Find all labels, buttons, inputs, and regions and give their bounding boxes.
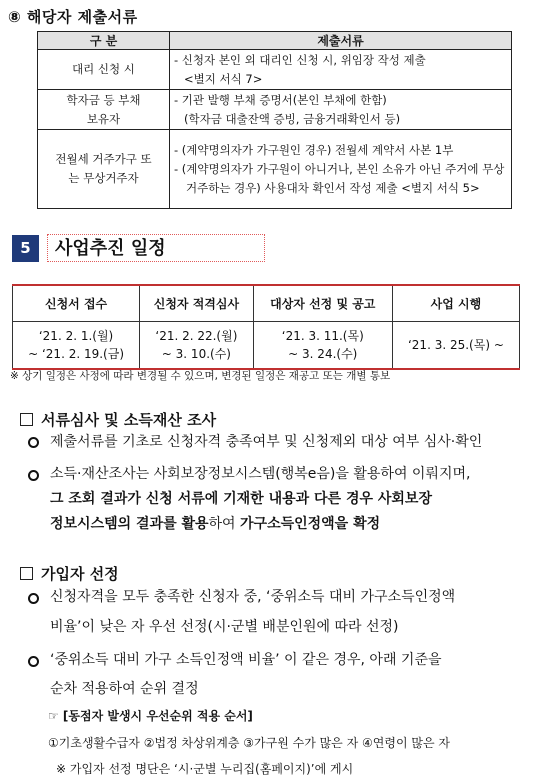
table-row [38,90,512,130]
footnote: ※ 가입자 선정 명단은 ‘시·군별 누리집(홈페이지)’에 게시 [56,762,354,776]
row-documents [170,50,512,90]
priority-heading: ☞ [동점자 발생시 우선순위 적용 순서] [48,709,253,723]
plain-text: 하여 [208,516,241,532]
section-5-title: 사업추진 일정 [47,234,265,262]
row-category-text: 전월세 거주가구 또는 무상거주자 [55,152,152,185]
circle-bullet-icon [28,437,39,448]
row-category [38,130,170,209]
review-item-1: 제출서류를 기초로 신청자격 충족여부 및 신청제외 대상 여부 심사·확인 [50,434,483,450]
table-row [38,130,512,209]
review-item-2-line1: 소득·재산조사는 사회보장정보시스템(행복e음)을 활용하여 이뤄지며, [50,466,471,482]
schedule-date: ‘21. 2. 22.(월) [155,329,238,343]
select-item-2-line2: 순차 적용하여 순위 결정 [50,681,199,697]
review-title: 서류심사 및 소득재산 조사 [41,411,217,429]
doc-line: - 신청자 본인 외 대리인 신청 시, 위임장 작성 제출 [174,52,426,67]
schedule-cell [253,322,392,370]
schedule-row [13,322,520,370]
circle-bullet-icon [28,656,39,667]
schedule-cell [140,322,254,370]
schedule-cell [392,322,519,370]
doc-line: - (계약명의자가 가구원인 경우) 전월세 계약서 사본 1부 [174,142,454,157]
row-category [38,90,170,130]
circle-bullet-icon [28,470,39,481]
priority-list: ①기초생활수급자 ②법정 차상위계층 ③가구원 수가 많은 자 ④연령이 많은 자 [48,736,450,750]
row-documents [170,130,512,209]
row-documents [170,90,512,130]
doc-line: - 기관 발행 부채 증명서(본인 부채에 한함) [174,92,387,107]
table-row [38,50,512,90]
row-category: 대리 신청 시 [38,50,170,90]
review-item-2-line2: 그 조회 결과가 신청 서류에 기재한 내용과 다른 경우 사회보장 [50,491,432,507]
square-bullet-icon [20,567,33,580]
submission-docs-table [37,31,512,209]
schedule-date: ~ ‘21. 2. 19.(금) [28,347,124,361]
square-bullet-icon [20,413,33,426]
row-category-text: 학자금 등 부채보유자 [66,92,141,126]
schedule-note: ※ 상기 일정은 사정에 따라 변경될 수 있으며, 변경된 일정은 재공고 또는 개별 통보 [10,370,391,382]
schedule-header-row [13,285,520,322]
doc-line: (학자금 대출잔액 증빙, 금융거래확인서 등) [184,111,401,126]
header-category: 구 분 [38,32,170,50]
schedule-cell [13,322,140,370]
schedule-date: ‘21. 3. 11.(목) [281,329,364,343]
emphasis-text: 정보시스템의 결과를 활용 [50,516,209,532]
emphasis-text: 가구소득인정액을 확정 [240,516,381,532]
schedule-header: 신청자 적격심사 [140,285,254,322]
table-header-row [38,32,512,50]
schedule-date: ~ 3. 10.(수) [161,347,231,361]
schedule-date: ‘21. 3. 25.(목) ~ [407,338,504,352]
schedule-table [12,284,520,370]
circle-bullet-icon [28,593,39,604]
schedule-header: 신청서 접수 [13,285,140,322]
select-heading [20,563,119,584]
doc-line: <별지 서식 7> [184,71,263,86]
schedule-header: 대상자 선정 및 공고 [253,285,392,322]
select-item-2-line1: ‘중위소득 대비 가구 소득인정액 비율’ 이 같은 경우, 아래 기준을 [50,652,442,668]
select-title: 가입자 선정 [41,565,119,583]
select-item-1-line1: 신청자격을 모두 충족한 신청자 중, ‘중위소득 대비 가구소득인정액 [50,589,456,605]
section-5-number: 5 [12,235,39,262]
doc-line: - (계약명의자가 가구원이 아니거나, 본인 소유가 아닌 주거에 무상거주하는 경우) 사용대차 확인서 작성 제출 <별지 서식 5> [174,161,505,195]
schedule-date: ~ 3. 24.(수) [288,347,358,361]
schedule-header: 사업 시행 [392,285,519,322]
section-8-title: ⑧ 해당자 제출서류 [8,8,138,26]
header-documents: 제출서류 [170,32,512,50]
schedule-date: ‘21. 2. 1.(월) [38,329,114,343]
select-item-1-line2: 비율’이 낮은 자 우선 선정(시·군별 배분인원에 따라 선정) [50,619,399,635]
review-heading [20,409,216,430]
review-item-2-line3 [50,511,380,537]
